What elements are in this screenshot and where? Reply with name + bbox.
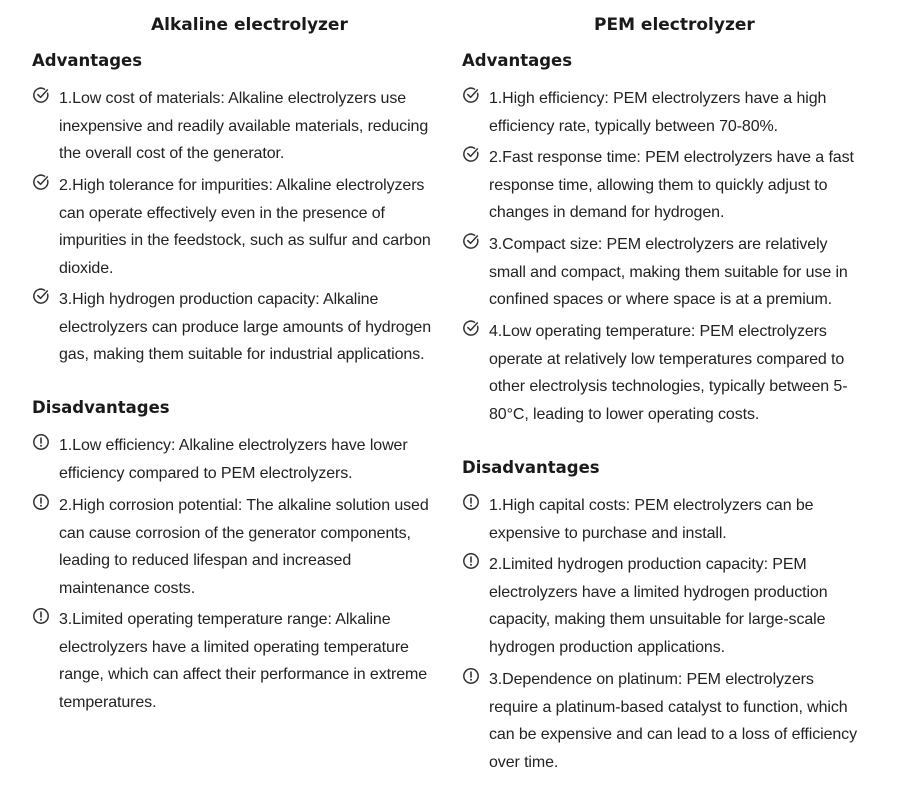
alkaline-disadvantage-text: 1.Low efficiency: Alkaline electrolyzers have lower efficiency compared to PEM electrolyzers. [59,437,408,482]
pem-disadvantage-text: 3.Dependence on platinum: PEM electrolyzers require a platinum-based catalyst to function, which can be expensive and can lead to a loss of efficiency over time. [489,671,857,771]
pem-title: PEM electrolyzer [594,15,755,35]
exclamation-circle-icon [462,667,480,685]
check-circle-icon [462,232,480,250]
alkaline-advantage-item [32,172,442,282]
exclamation-circle-icon [462,552,480,570]
pem-advantages-heading: Advantages [462,51,573,70]
alkaline-advantage-item [32,286,442,369]
alkaline-disadvantage-item [32,606,442,716]
alkaline-title: Alkaline electrolyzer [151,15,348,35]
alkaline-disadvantage-text: 3.Limited operating temperature range: Alkaline electrolyzers have a limited operating temperature range, which can affect their performance in extreme temperatures. [59,611,428,711]
alkaline-advantage-item [32,85,442,168]
pem-disadvantage-text: 2.Limited hydrogen production capacity: PEM electrolyzers have a limited hydrogen production capacity, making them unsuitable for large-scale hydrogen production applications. [489,556,828,656]
pem-disadvantages-heading: Disadvantages [462,458,600,477]
check-circle-icon [32,173,50,191]
pem-advantage-item [462,231,862,314]
alkaline-advantage-text: 1.Low cost of materials: Alkaline electrolyzers use inexpensive and readily available materials, reducing the overall cost of the generator. [59,90,429,162]
check-circle-icon [462,145,480,163]
check-circle-icon [462,319,480,337]
pem-advantage-text: 2.Fast response time: PEM electrolyzers have a fast response time, allowing them to quickly adjust to changes in demand for hydrogen. [489,149,854,221]
alkaline-disadvantages-heading: Disadvantages [32,398,170,417]
alkaline-advantage-text: 3.High hydrogen production capacity: Alkaline electrolyzers can produce large amounts of hydrogen gas, making them suitable for industrial applications. [59,291,432,363]
exclamation-circle-icon [32,493,50,511]
pem-disadvantage-item [462,666,862,776]
pem-disadvantage-item [462,492,862,547]
check-circle-icon [32,86,50,104]
exclamation-circle-icon [32,433,50,451]
exclamation-circle-icon [462,493,480,511]
pem-advantage-text: 4.Low operating temperature: PEM electrolyzers operate at relatively low temperatures compared to other electrolysis technologies, typically between 5-80°C, leading to lower operating costs. [489,323,848,423]
check-circle-icon [462,86,480,104]
alkaline-disadvantage-text: 2.High corrosion potential: The alkaline solution used can cause corrosion of the generator components, leading to reduced lifespan and increased maintenance costs. [59,497,429,597]
pem-advantage-text: 3.Compact size: PEM electrolyzers are relatively small and compact, making them suitable for use in confined spaces or where space is at a premium. [489,236,848,308]
alkaline-disadvantage-item [32,432,442,487]
pem-advantage-text: 1.High efficiency: PEM electrolyzers have a high efficiency rate, typically between 70-80%. [489,90,827,135]
alkaline-advantages-heading: Advantages [32,51,143,70]
pem-advantage-item [462,85,862,140]
pem-disadvantage-text: 1.High capital costs: PEM electrolyzers can be expensive to purchase and install. [489,497,814,542]
pem-disadvantage-item [462,551,862,661]
pem-advantage-item [462,318,862,428]
check-circle-icon [32,287,50,305]
alkaline-advantage-text: 2.High tolerance for impurities: Alkaline electrolyzers can operate effectively even in the presence of impurities in the feedstock, such as sulfur and carbon dioxide. [59,177,431,277]
alkaline-disadvantage-item [32,492,442,602]
pem-advantage-item [462,144,862,227]
exclamation-circle-icon [32,607,50,625]
